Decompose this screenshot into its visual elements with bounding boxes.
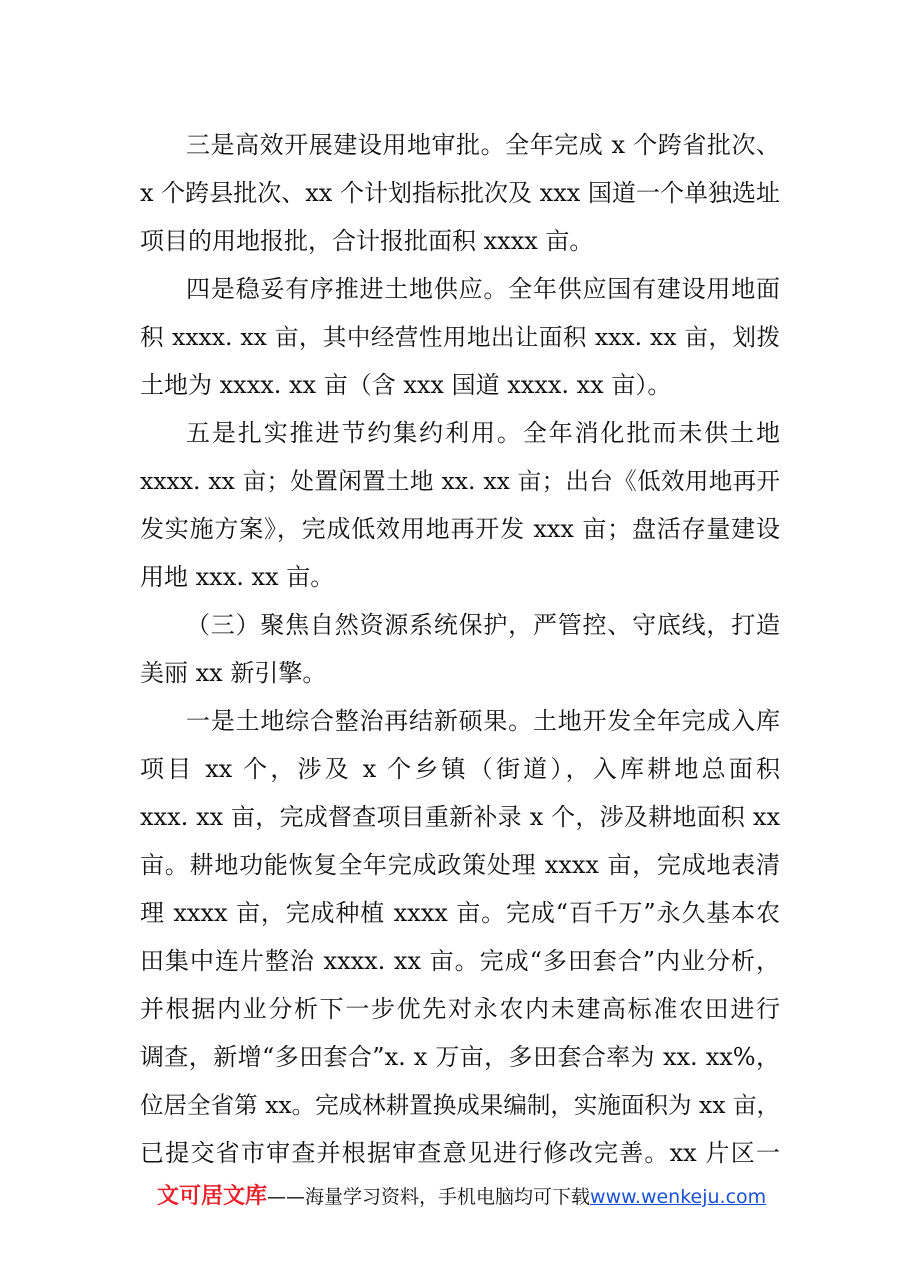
section-heading-line: 美丽 xx 新引擎。 — [140, 659, 327, 687]
footer-slogan: ——海量学习资料，手机电脑均可下载 — [267, 1186, 591, 1208]
paragraph-line: 调查，新增“多田套合”x. x 万亩，多田套合率为 xx. xx%， — [140, 1043, 780, 1071]
paragraph-line: 位居全省第 xx。完成林耕置换成果编制，实施面积为 xx 亩， — [140, 1091, 780, 1119]
paragraph-line: 一是土地综合整治再结新硕果。土地开发全年完成入库 — [186, 707, 780, 735]
paragraph-line: 已提交省市审查并根据审查意见进行修改完善。xx 片区一 — [140, 1139, 780, 1167]
paragraph-line: 五是扎实推进节约集约利用。全年消化批而未供土地 — [186, 419, 780, 447]
footer-website-link[interactable]: www.wenkeju.com — [590, 1186, 767, 1208]
paragraph-line: xxxx. xx 亩；处置闲置土地 xx. xx 亩；出台《低效用地再开 — [140, 467, 780, 495]
paragraph-line: x 个跨县批次、xx 个计划指标批次及 xxx 国道一个单独选址 — [140, 179, 780, 207]
paragraph-line: 用地 xxx. xx 亩。 — [140, 563, 335, 591]
footer-brand: 文可居文库 — [157, 1184, 268, 1209]
footer-banner — [157, 1180, 766, 1214]
paragraph-line: xxx. xx 亩，完成督查项目重新补录 x 个，涉及耕地面积 xx — [140, 803, 780, 831]
paragraph-line: 理 xxxx 亩，完成种植 xxxx 亩。完成“百千万”永久基本农 — [140, 899, 780, 927]
paragraph-line: 并根据内业分析下一步优先对永农内未建高标准农田进行 — [140, 995, 780, 1023]
paragraph-line: 四是稳妥有序推进土地供应。全年供应国有建设用地面 — [186, 275, 780, 303]
paragraph-line: 项目 xx 个，涉及 x 个乡镇（街道），入库耕地总面积 — [140, 755, 780, 783]
paragraph-line: 土地为 xxxx. xx 亩（含 xxx 国道 xxxx. xx 亩）。 — [140, 371, 672, 399]
paragraph-line: 项目的用地报批，合计报批面积 xxxx 亩。 — [140, 227, 594, 255]
paragraph-line: 三是高效开展建设用地审批。全年完成 x 个跨省批次、 — [186, 131, 780, 159]
paragraph-line: 发实施方案》，完成低效用地再开发 xxx 亩；盘活存量建设 — [140, 515, 780, 543]
section-heading-line: （三）聚焦自然资源系统保护，严管控、守底线，打造 — [186, 611, 780, 639]
paragraph-line: 亩。耕地功能恢复全年完成政策处理 xxxx 亩，完成地表清 — [140, 851, 780, 879]
paragraph-line: 田集中连片整治 xxxx. xx 亩。完成“多田套合”内业分析， — [140, 947, 780, 975]
paragraph-line: 积 xxxx. xx 亩，其中经营性用地出让面积 xxx. xx 亩，划拨 — [140, 323, 780, 351]
